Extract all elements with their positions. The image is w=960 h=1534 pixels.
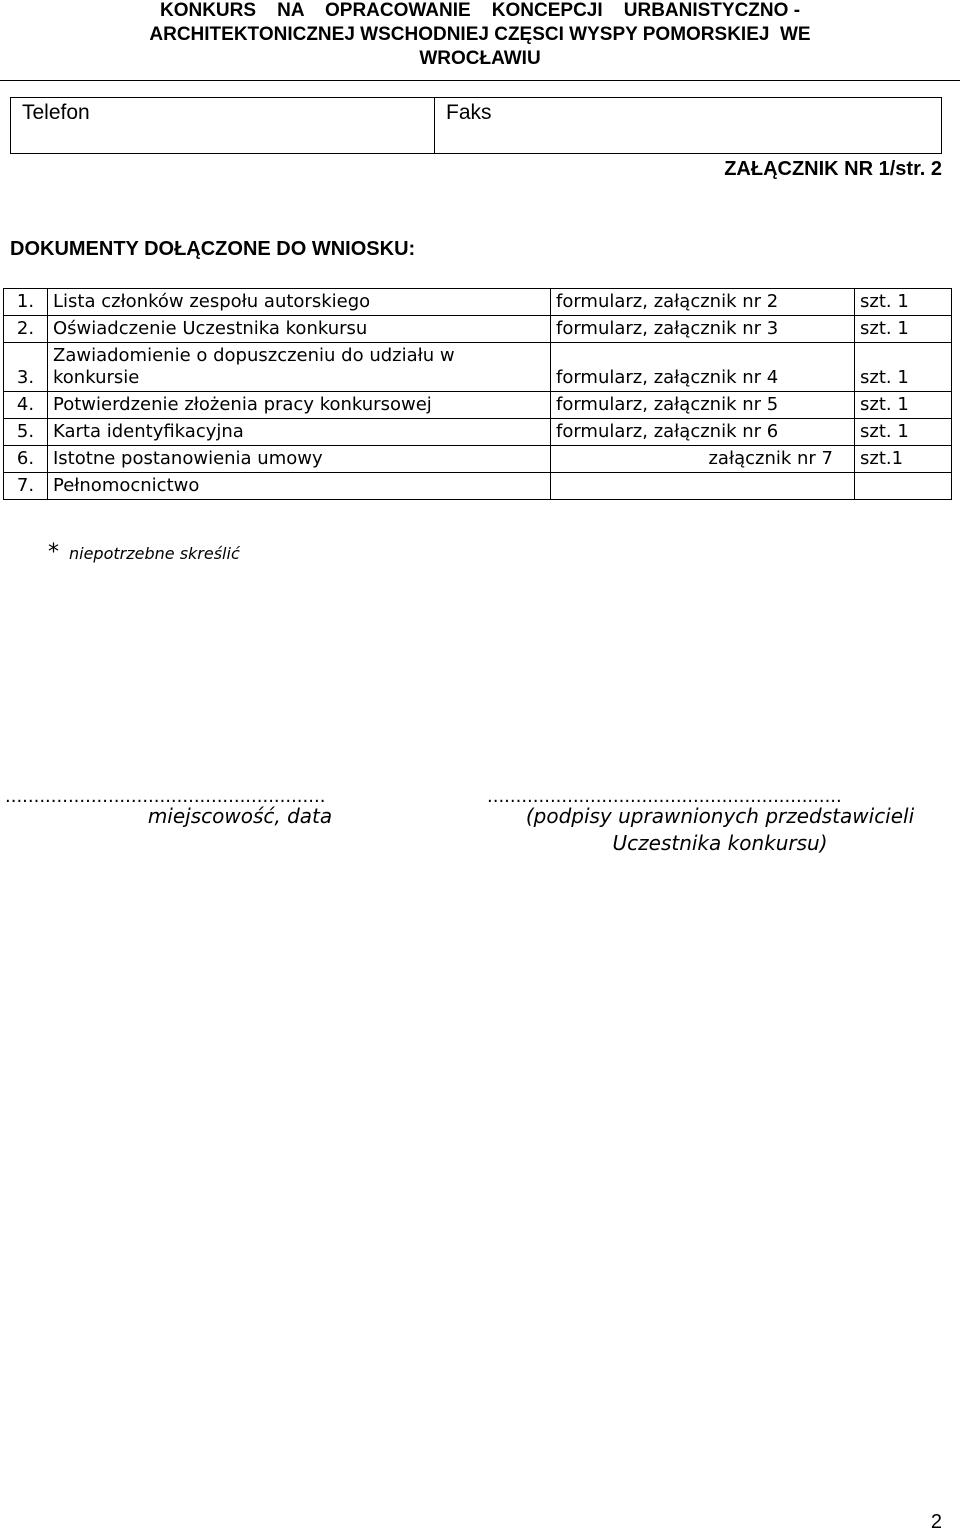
fax-label: Faks <box>446 101 492 124</box>
page-number: 2 <box>930 1511 942 1533</box>
document-quantity: szt. 1 <box>855 392 952 419</box>
row-number: 3. <box>4 343 48 392</box>
footnote-text: niepotrzebne skreślić <box>69 544 240 563</box>
document-name: Zawiadomienie o dopuszczeniu do udziału w konkursie <box>48 343 551 392</box>
document-name: Istotne postanowienia umowy <box>48 446 551 473</box>
table-row <box>4 392 952 419</box>
document-quantity: szt. 1 <box>855 343 952 392</box>
representatives-caption-line-2: Uczestnika konkursu) <box>612 831 828 855</box>
header-title-line-1: KONKURS NA OPRACOWANIE KONCEPCJI URBANISTYCZNO - <box>159 0 801 21</box>
phone-label: Telefon <box>22 101 90 124</box>
header-title-line-3: WROCŁAWIU <box>419 48 541 69</box>
representatives-signature-line: .............................................................. <box>487 786 842 807</box>
document-name: Oświadczenie Uczestnika konkursu <box>48 316 551 343</box>
document-quantity <box>855 473 952 500</box>
place-date-signature-line: ........................................................ <box>5 786 326 807</box>
footnote <box>48 542 240 565</box>
footnote-asterisk: * <box>48 540 59 565</box>
row-number: 7. <box>4 473 48 500</box>
table-row <box>4 419 952 446</box>
document-form: załącznik nr 7 <box>551 446 855 473</box>
row-number: 1. <box>4 289 48 316</box>
document-header <box>0 0 960 81</box>
document-form <box>551 473 855 500</box>
attachment-label: ZAŁĄCZNIK NR 1/str. 2 <box>724 158 942 180</box>
row-number: 2. <box>4 316 48 343</box>
table-row <box>4 446 952 473</box>
document-form: formularz, załącznik nr 4 <box>551 343 855 392</box>
table-row <box>4 473 952 500</box>
contact-box <box>10 97 942 154</box>
document-name: Pełnomocnictwo <box>48 473 551 500</box>
section-title: DOKUMENTY DOŁĄCZONE DO WNIOSKU: <box>10 238 416 260</box>
header-title-line-2: ARCHITEKTONICZNEJ WSCHODNIEJ CZĘSCI WYSPY POMORSKIEJ WE <box>149 24 811 45</box>
row-number: 4. <box>4 392 48 419</box>
document-name: Potwierdzenie złożenia pracy konkursowej <box>48 392 551 419</box>
document-form: formularz, załącznik nr 6 <box>551 419 855 446</box>
contact-divider <box>434 98 435 153</box>
document-quantity: szt. 1 <box>855 419 952 446</box>
documents-table <box>3 288 952 500</box>
document-quantity: szt. 1 <box>855 316 952 343</box>
document-form: formularz, załącznik nr 3 <box>551 316 855 343</box>
document-form: formularz, załącznik nr 2 <box>551 289 855 316</box>
row-number: 5. <box>4 419 48 446</box>
document-form: formularz, załącznik nr 5 <box>551 392 855 419</box>
document-quantity: szt.1 <box>855 446 952 473</box>
table-row <box>4 289 952 316</box>
document-name: Lista członków zespołu autorskiego <box>48 289 551 316</box>
document-quantity: szt. 1 <box>855 289 952 316</box>
row-number: 6. <box>4 446 48 473</box>
place-date-caption: miejscowość, data <box>147 804 333 828</box>
table-row <box>4 343 952 392</box>
table-row <box>4 316 952 343</box>
document-name: Karta identyfikacyjna <box>48 419 551 446</box>
representatives-caption-line-1: (podpisy uprawnionych przedstawicieli <box>525 804 915 828</box>
